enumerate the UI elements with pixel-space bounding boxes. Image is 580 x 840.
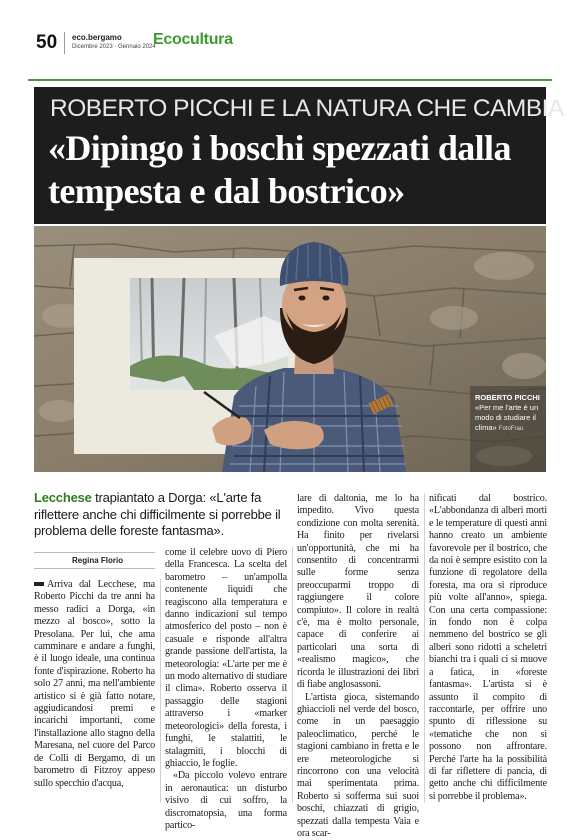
column-1: [34, 579, 155, 790]
column-2: [165, 547, 287, 832]
column-divider: [160, 579, 161, 803]
photo-illustration: [34, 226, 546, 472]
paragraph-marker: [34, 582, 44, 586]
headline-band: [34, 87, 546, 224]
publication-name: eco.bergamo: [72, 33, 122, 42]
headline: «Dipingo i boschi spezzati dalla tempesta e dal bostrico»: [48, 127, 543, 213]
column-divider: [424, 493, 425, 803]
kicker: ROBERTO PICCHI E LA NATURA CHE CAMBIA: [50, 95, 540, 123]
masthead-divider: [64, 32, 65, 54]
caption-name: ROBERTO PICCHI: [475, 393, 540, 402]
lead-paragraph: [34, 490, 296, 540]
lead-text: trapiantato a Dorga: «L'arte fa riflettere anche chi difficilmente si porrebbe il problema delle foreste fantasma».: [34, 490, 280, 538]
lead-strong: Lecchese: [34, 490, 92, 505]
byline-box: [34, 552, 155, 569]
section-name: [153, 31, 233, 49]
paragraph: lare di daltonia, me lo ha impedito. Vivo questa condizione con molta serenità. Ha finito per rivelarsi un'opportunità, che mi ha consentito di concentrarmi sulle forme senza preoccuparmi troppo di raggiungere il colore compiuto». Il colore in realtà c'è, ma è molto personale, capace di conferire ai particolari una sorta di «realismo magico», che ricorda le illustrazioni dei libri di fiabe anglosassoni.: [297, 493, 419, 692]
caption-text: «Per me l'arte è un modo di studiare il clima»: [475, 403, 538, 432]
section-rule: [28, 79, 552, 81]
caption-credit: FotoFrau: [499, 426, 523, 432]
column-3: [297, 493, 419, 840]
paragraph-text: Arriva dal Lecchese, ma Roberto Picchi da tre anni ha messo radici a Dorga, «in mezzo al bosco», sotto la Presolana. Per lui, che ama camminare e andare a funghi, è il luogo ideale, una continua fonte d'ispirazione. Roberto ha solo 27 anni, ma nell'ambiente artistico si è già fatto notare, aggiudicandosi premi e incarichi importanti, come l'installazione allo stagno della Maresana, nel cuore del Parco de Colli di Bergamo, di un barometro di Fitzroy appeso sullo specchio d'acqua,: [34, 579, 155, 789]
article-photo: [34, 226, 546, 472]
paragraph: L'artista gioca, sistemando ghiaccioli nel verde del bosco, come in un paesaggio paleoclimatico, perché le stagioni cambiano in fretta e le ere meteorologiche si rincorrono con una velocità mai sperimentata prima. Roberto si sofferma sui suoi boschi, chiazzati di grigio, spezzati dalla tempesta Vaia e ora scar-: [297, 692, 419, 840]
paragraph: come il celebre uovo di Piero della Francesca. La scelta del barometro – un'ampolla contenente liquidi che reagiscono alla temperatura e danno indicazioni sul tempo atmosferico del posto – non è casuale e risponde all'altra grande passione dell'artista, la meteorologia: «L'arte per me è un modo alternativo di studiare il clima». Roberto osserva il passaggio delle stagioni attraverso i «marker meteorologici» della foresta, i funghi, le stalattiti, le stalagmiti, i blocchi di ghiaccio, le foglie.: [165, 547, 287, 770]
byline: Regina Florio: [34, 553, 155, 568]
photo-caption: [475, 393, 545, 434]
column-4: [429, 493, 547, 803]
section-name-part2: cultura: [181, 31, 232, 48]
section-name-part1: Eco: [153, 31, 181, 48]
publication-date: Dicembre 2023 · Gennaio 2024: [72, 44, 156, 50]
paragraph: «Da piccolo volevo entrare in aeronautica: un disturbo visivo di cui soffro, la discromatopsia, una forma partico-: [165, 770, 287, 832]
column-divider: [292, 547, 293, 803]
paragraph: [34, 579, 155, 790]
page-number: 50: [36, 32, 57, 54]
masthead: [28, 30, 552, 56]
paragraph: nificati dal bostrico. «L'abbondanza di alberi morti e le temperature di questi anni hanno creato un ambiente favorevole per il bostrico, che da noi è sempre esistito con la funzione di regolatore della foresta, ma ora si riproduce più volte all'anno», spiega. Con una certa compassione: in fondo non è colpa nemmeno del bostrico se gli alberi sono ridotti a scheletri bianchi tra i quali ci si muove a fatica, in «foreste fantasma». L'artista si è assunto il compito di raccontarle, per offrire uno spunto di riflessione su «tematiche che non si possono non affrontare. Perché l'arte ha la possibilità di far riflettere di pancia, di getto anche chi difficilmente si porrebbe il problema».: [429, 493, 547, 803]
